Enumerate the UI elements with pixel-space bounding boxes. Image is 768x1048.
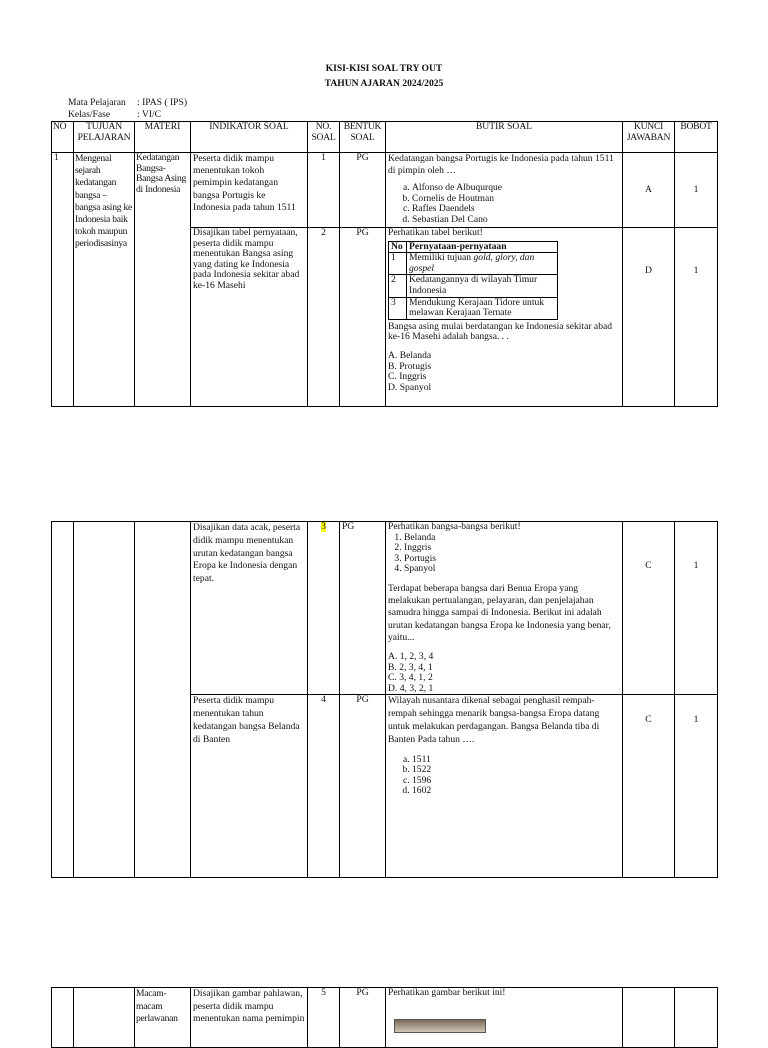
kunci-cell: C xyxy=(623,695,675,878)
bentuk-cell: PG xyxy=(340,522,386,695)
no-soal-cell: 5 xyxy=(308,988,340,1048)
row-no xyxy=(52,522,74,878)
indikator-cell: Peserta didik mampu menentukan tokoh pemimpin kedatangan bangsa Portugis ke Indonesia pada tahun 1511 xyxy=(191,153,308,228)
option: C. 3, 4, 1, 2 xyxy=(388,672,433,684)
option-list xyxy=(388,652,620,694)
kelas-label: Kelas/Fase xyxy=(68,108,111,120)
bobot-cell: 1 xyxy=(675,228,718,407)
question-stem: Terdapat beberapa bangsa dari Benua Eropa yang melakukan pertualangan, pelayaran, dan penjelajahan samudra hingga sampai di Indonesia. Berikut ini adalah urutan kedatangan bangsa Eropa ke Indonesia yang benar, yaitu... xyxy=(388,582,611,643)
statement-head-text: Pernyataan-pernyataan xyxy=(407,241,558,253)
meta-mapel xyxy=(68,98,187,108)
statement-no: 1 xyxy=(389,253,407,275)
bentuk-cell: PG xyxy=(340,228,386,407)
header-bobot: BOBOT xyxy=(675,122,718,153)
materi-cell: Kedatangan Bangsa-Bangsa Asing di Indonesia xyxy=(135,153,191,407)
kunci-cell xyxy=(623,988,675,1048)
tujuan-cell xyxy=(74,988,135,1048)
header-kunci: KUNCI JAWABAN xyxy=(623,122,675,153)
option: B. Protugis xyxy=(388,360,432,372)
option: A. Belanda xyxy=(388,349,432,361)
bobot-cell: 1 xyxy=(675,153,718,228)
option: D. Spanyol xyxy=(388,381,432,393)
question-stem: Kedatangan bangsa Portugis ke Indonesia pada tahun 1511 di pimpin oleh … xyxy=(388,153,614,176)
bentuk-cell: PG xyxy=(340,695,386,878)
header-materi: MATERI xyxy=(135,122,191,153)
no-soal-highlighted: 3 xyxy=(321,521,326,532)
butir-cell xyxy=(386,522,623,695)
option-list xyxy=(388,183,620,225)
option: d. 1602 xyxy=(412,786,620,797)
header-indikator: INDIKATOR SOAL xyxy=(191,122,308,153)
statement-no: 2 xyxy=(389,275,407,297)
option: d. Sebastian Del Cano xyxy=(412,215,620,226)
materi-cell: Macam-macam perlawanan xyxy=(135,988,191,1048)
statement-text-plain: Memiliki tujuan xyxy=(409,252,474,264)
kunci-cell: D xyxy=(623,228,675,407)
table-row xyxy=(52,522,718,695)
header-row xyxy=(52,122,718,153)
list-item: 4. Spanyol xyxy=(404,564,620,575)
option: b. Cornelis de Houtman xyxy=(412,194,620,205)
kelas-value: : VI/C xyxy=(137,108,162,120)
kunci-cell: C xyxy=(623,522,675,695)
option: a. 1511 xyxy=(412,755,620,766)
header-no: NO xyxy=(52,122,74,153)
indikator-cell: Disajikan data acak, peserta didik mampu menentukan urutan kedatangan bangsa Eropa ke Indonesia dengan tepat. xyxy=(191,522,308,695)
row-no xyxy=(52,988,74,1048)
question-intro: Perhatikan bangsa-bangsa berikut! xyxy=(388,521,521,532)
mapel-value: : IPAS ( IPS) xyxy=(137,97,188,108)
kunci-cell: A xyxy=(623,153,675,228)
no-soal-cell: 1 xyxy=(308,153,340,228)
header-tujuan: TUJUAN PELAJARAN xyxy=(74,122,135,153)
table-row xyxy=(52,988,718,1048)
option-list xyxy=(388,755,620,797)
tujuan-cell xyxy=(74,522,135,878)
statement-no: 3 xyxy=(389,297,407,319)
option: C. Inggris xyxy=(388,371,427,383)
butir-cell xyxy=(386,228,623,407)
butir-cell xyxy=(386,695,623,878)
question-stem: Bangsa asing mulai berdatangan ke Indonesia sekitar abad ke-16 Masehi adalah bangsa. . . xyxy=(388,320,613,343)
option: a. Alfonso de Albuqurque xyxy=(412,183,620,194)
kisi-table-page2 xyxy=(51,521,718,878)
option: D. 4, 3, 2, 1 xyxy=(388,682,434,694)
option: A. 1, 2, 3, 4 xyxy=(388,650,434,662)
indikator-cell: Disajikan gambar pahlawan, peserta didik mampu menentukan nama pemimpin xyxy=(191,988,308,1048)
bentuk-cell: PG xyxy=(340,988,386,1048)
statement-head-no: No xyxy=(389,241,407,253)
kisi-table-page3 xyxy=(51,987,718,1048)
no-soal-cell: 2 xyxy=(308,228,340,407)
header-bentuk: BENTUK SOAL xyxy=(340,122,386,153)
tujuan-cell: Mengenal sejarah kedatangan bangsa – bangsa asing ke Indonesia baik tokoh maupun periodisasinya xyxy=(74,153,135,407)
materi-cell xyxy=(135,522,191,878)
statement-text: Kedatangannya di wilayah Timur Indonesia xyxy=(407,275,558,297)
list-item: 1. Belanda xyxy=(404,533,620,544)
header-no-soal: NO. SOAL xyxy=(308,122,340,153)
bobot-cell xyxy=(675,988,718,1048)
no-soal-cell xyxy=(308,522,340,695)
option: B. 2, 3, 4, 1 xyxy=(388,661,433,673)
option: c. 1596 xyxy=(412,776,620,787)
statement-text xyxy=(407,253,558,275)
no-soal-cell: 4 xyxy=(308,695,340,878)
question-intro: Perhatikan tabel berikut! xyxy=(388,227,483,238)
bentuk-cell: PG xyxy=(340,153,386,228)
indikator-cell: Disajikan tabel pernyataan, peserta didik mampu menentukan Bangsa asing yang dating ke Indonesia pada Indonesia sekitar abad ke-16 Masehi xyxy=(191,228,308,407)
butir-cell xyxy=(386,153,623,228)
option: b. 1522 xyxy=(412,765,620,776)
mapel-label: Mata Pelajaran xyxy=(68,97,126,108)
nation-list xyxy=(388,533,620,575)
bobot-cell: 1 xyxy=(675,695,718,878)
indikator-cell: Peserta didik mampu menentukan tahun kedatangan bangsa Belanda di Banten xyxy=(191,695,308,878)
question-stem: Wilayah nusantara dikenal sebagai penghasil rempah-rempah sehingga menarik bangsa-bangsa Eropa datang untuk melakukan perdagangan. Bangsa Belanda tiba di Banten Pada tahun …. xyxy=(388,695,600,745)
option: c. Rafles Daendels xyxy=(412,204,620,215)
statement-text-italic: gold, glory, dan gospel xyxy=(409,252,535,274)
statement-table xyxy=(388,241,558,320)
meta-kelas xyxy=(68,110,161,120)
header-butir: BUTIR SOAL xyxy=(386,122,623,153)
row-no: 1 xyxy=(52,153,74,407)
doc-subtitle: TAHUN AJARAN 2024/2025 xyxy=(324,78,444,89)
doc-title: KISI-KISI SOAL TRY OUT xyxy=(325,63,443,74)
question-stem: Perhatikan gambar berikut ini! xyxy=(388,987,506,998)
kisi-table-page1 xyxy=(51,121,718,407)
hero-portrait-image xyxy=(394,1019,486,1033)
list-item: 2. Inggris xyxy=(404,543,620,554)
bobot-cell: 1 xyxy=(675,522,718,695)
list-item: 3. Portugis xyxy=(404,554,620,565)
table-row xyxy=(52,153,718,228)
statement-text: Mendukung Kerajaan Tidore untuk melawan Kerajaan Ternate xyxy=(407,297,558,319)
option-list xyxy=(388,351,620,393)
butir-cell xyxy=(386,988,623,1048)
